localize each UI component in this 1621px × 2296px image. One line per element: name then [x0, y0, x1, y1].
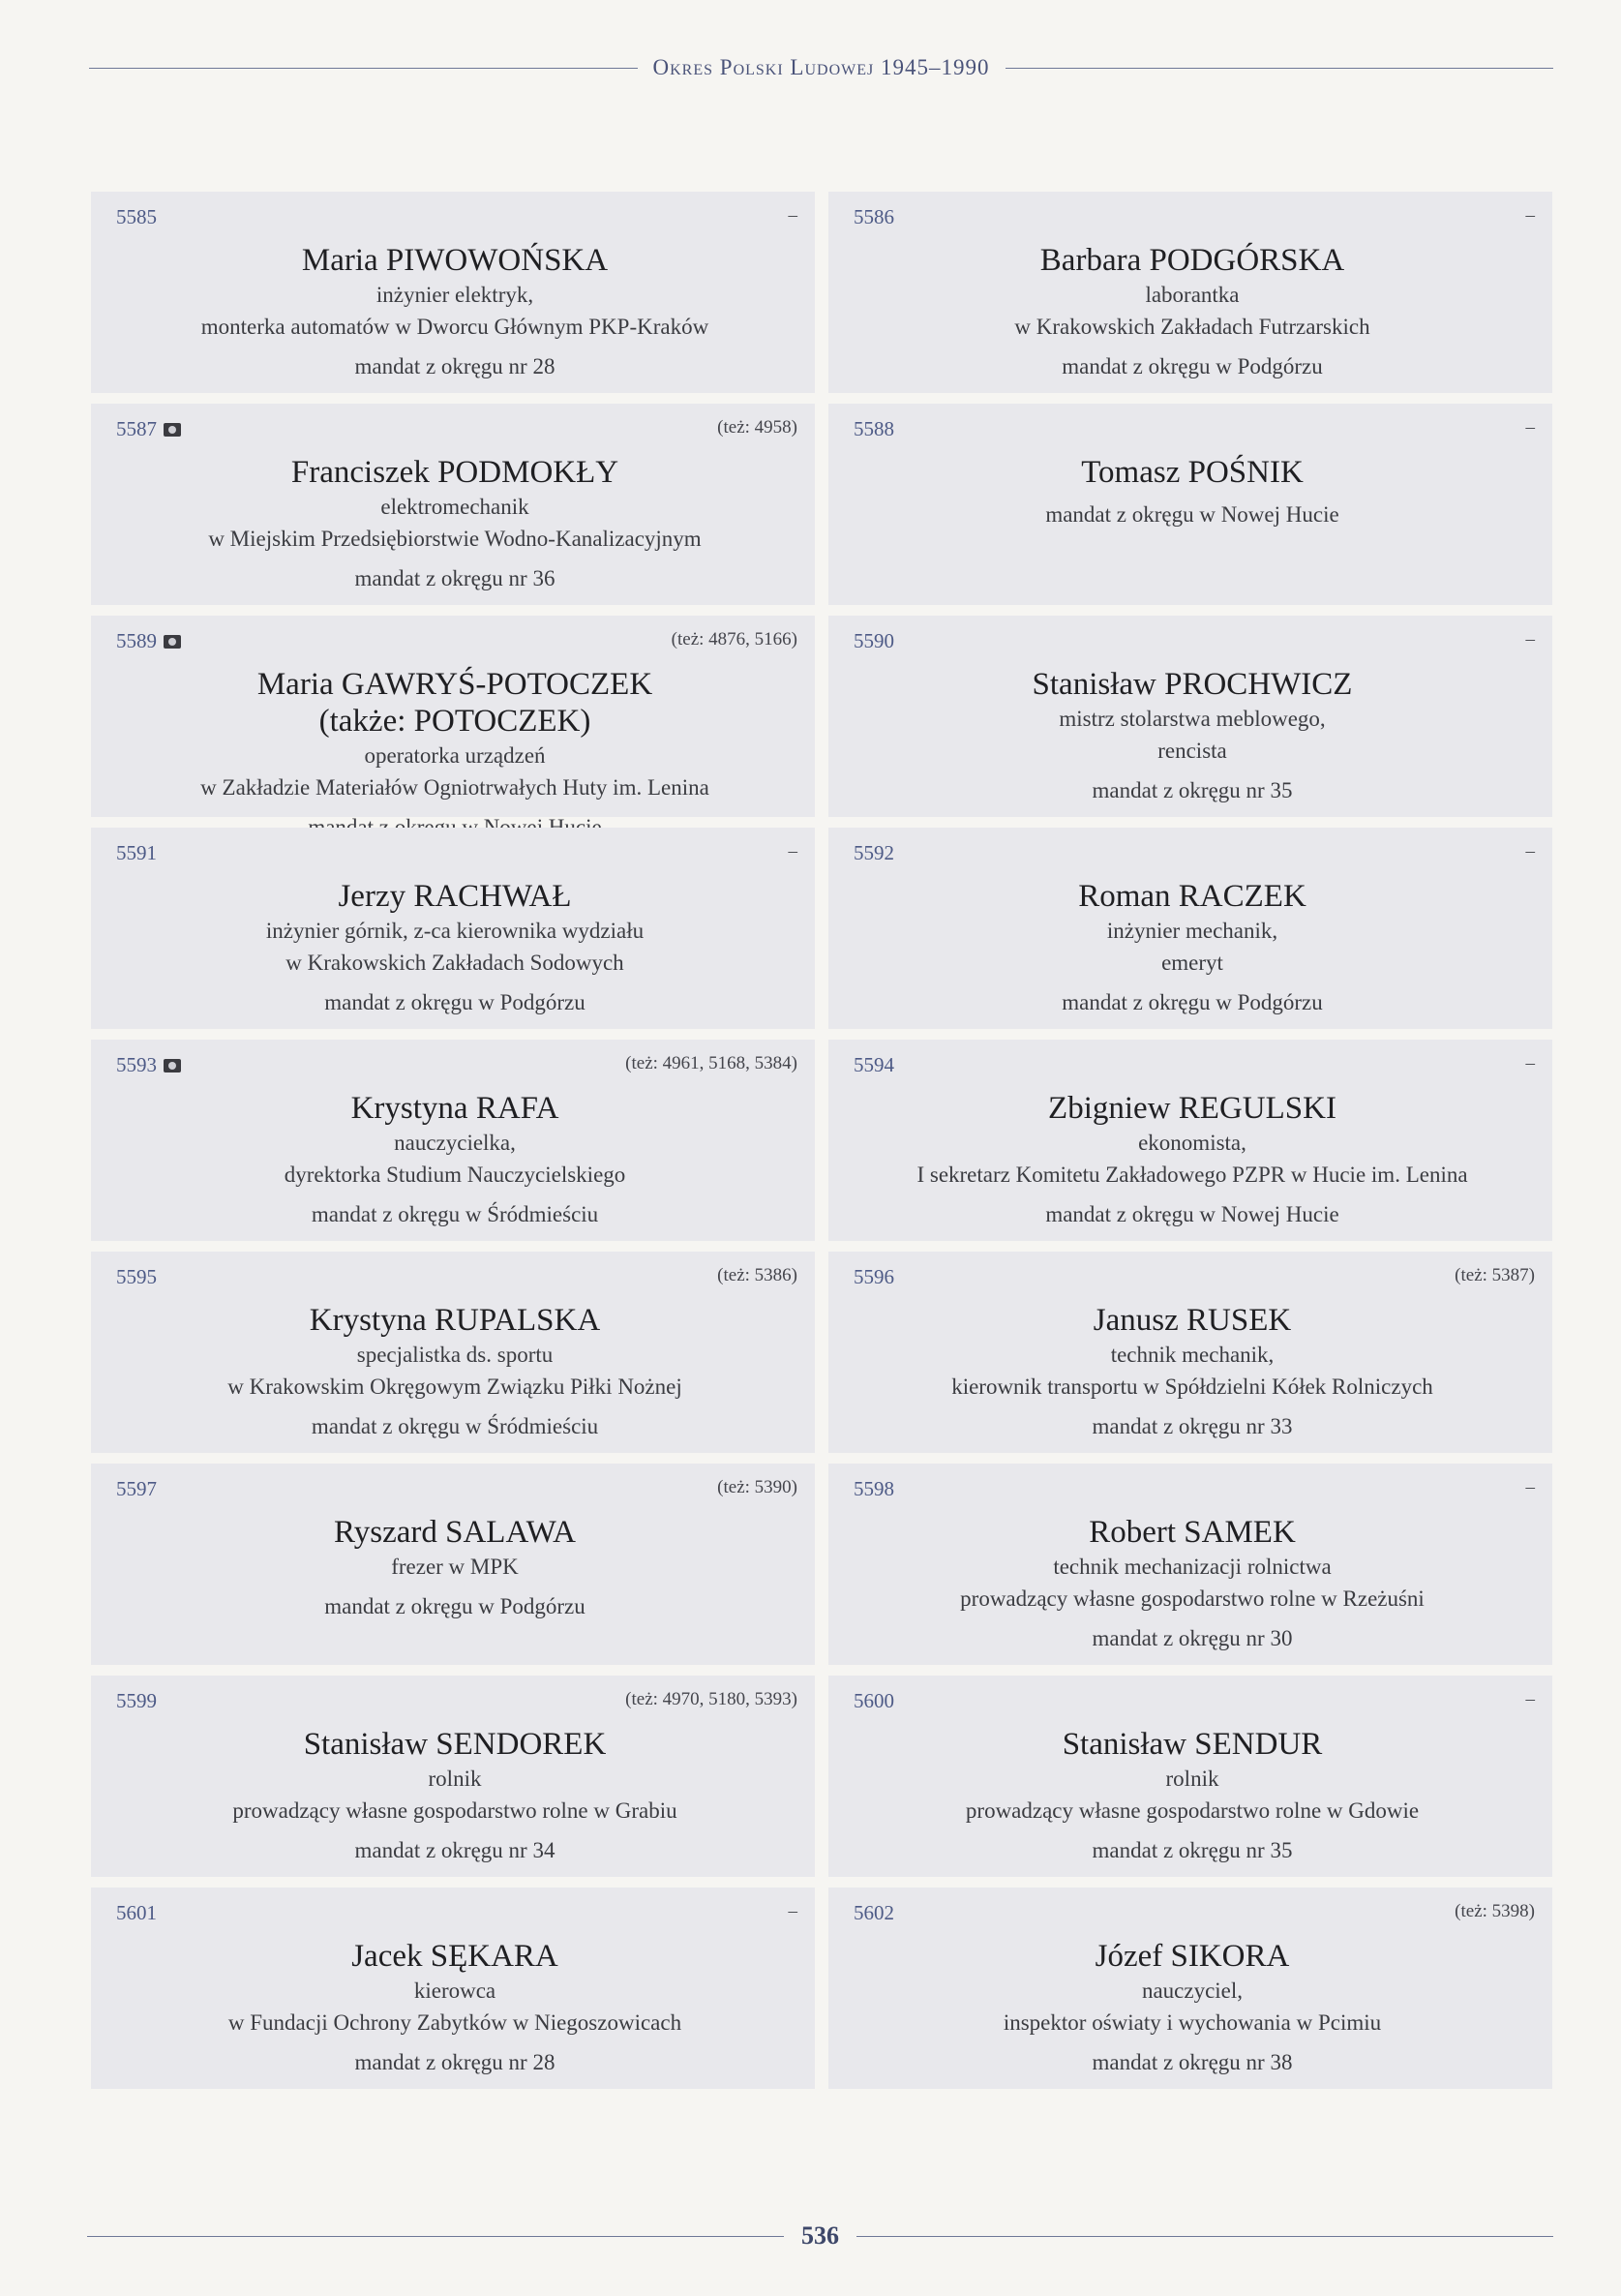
entry-mandate: mandat z okręgu w Podgórzu [324, 1594, 585, 1618]
entry-card [828, 828, 1552, 1029]
entry-name: Stanisław SENDUR [1062, 1727, 1323, 1762]
entry-body [854, 878, 1531, 1018]
entry-description-line: monterka automatów w Dworcu Głównym PKP-Kraków [200, 315, 709, 339]
entry-description-line: specjalistka ds. sportu [356, 1343, 554, 1367]
entry-number-text: 5599 [116, 1689, 157, 1712]
camera-icon [164, 423, 181, 437]
entry-body [116, 1514, 794, 1622]
entry-number [854, 1477, 894, 1501]
entry-cross-reference: (też: 5390) [717, 1477, 797, 1497]
page-number: 536 [801, 2221, 839, 2250]
entry-number-text: 5591 [116, 841, 157, 864]
entry-card [91, 616, 815, 817]
entry-mandate: mandat z okręgu w Nowej Hucie [1045, 502, 1339, 527]
entry-number-text: 5592 [854, 841, 894, 864]
entry-number-text: 5602 [854, 1901, 894, 1924]
entry-number-text: 5586 [854, 205, 894, 228]
entry-description-line: (także: POTOCZEK) [318, 704, 591, 739]
entry-card [828, 404, 1552, 605]
entry-cross-reference: – [1525, 1053, 1535, 1073]
entry-body [116, 454, 794, 594]
entry-number [854, 1689, 894, 1713]
entry-number [854, 417, 894, 441]
entry-card [828, 1040, 1552, 1241]
entry-cross-reference: (też: 4970, 5180, 5393) [625, 1689, 797, 1709]
entry-description-line: mistrz stolarstwa meblowego, [1059, 707, 1326, 731]
entry-number-text: 5594 [854, 1053, 894, 1076]
entry-mandate: mandat z okręgu w Śródmieściu [311, 1414, 599, 1438]
entry-number-text: 5588 [854, 417, 894, 440]
entry-body [854, 1302, 1531, 1442]
entry-number-text: 5598 [854, 1477, 894, 1500]
entry-number-text: 5587 [116, 417, 157, 440]
entry-card [828, 1252, 1552, 1453]
entry-description-line: operatorka urządzeń [364, 743, 546, 768]
entry-description-line: w Fundacji Ochrony Zabytków w Niegoszowicach [227, 2010, 682, 2035]
entry-description-line: w Krakowskich Zakładach Sodowych [285, 951, 624, 975]
entry-name: Barbara PODGÓRSKA [1039, 243, 1345, 278]
entry-name: Jacek SĘKARA [351, 1939, 558, 1974]
camera-icon [164, 1059, 181, 1072]
header-rule-right [1006, 68, 1554, 69]
entry-description-line: prowadzący własne gospodarstwo rolne w Grabiu [232, 1798, 677, 1823]
entry-number [854, 1265, 894, 1289]
entry-mandate: mandat z okręgu nr 30 [1092, 1626, 1293, 1650]
entry-number-text: 5600 [854, 1689, 894, 1712]
entry-name: Stanisław PROCHWICZ [1032, 667, 1353, 702]
entry-card [828, 1464, 1552, 1665]
entry-name: Jerzy RACHWAŁ [338, 879, 572, 914]
entry-name: Janusz RUSEK [1093, 1303, 1292, 1338]
entry-number-text: 5595 [116, 1265, 157, 1288]
entry-card [91, 1888, 815, 2089]
header-rule-left [89, 68, 638, 69]
entry-mandate: mandat z okręgu w Śródmieściu [311, 1202, 599, 1226]
entry-description-line: kierownik transportu w Spółdzielni Kółek Rolniczych [951, 1375, 1433, 1399]
entry-name: Tomasz POŚNIK [1081, 455, 1304, 490]
entry-mandate: mandat z okręgu nr 36 [354, 566, 555, 590]
page-footer [87, 2213, 1553, 2259]
footer-rule-right [856, 2236, 1553, 2237]
entry-cross-reference: (też: 4876, 5166) [671, 629, 797, 650]
entry-mandate: mandat z okręgu nr 38 [1092, 2050, 1293, 2074]
entry-card [91, 192, 815, 393]
entry-number [116, 205, 157, 229]
entry-body [854, 454, 1531, 530]
entry-description-line: rolnik [428, 1767, 482, 1791]
entry-name: Maria GAWRYŚ-POTOCZEK [256, 667, 653, 702]
entry-number [116, 1265, 157, 1289]
entry-description-line: rolnik [1165, 1767, 1219, 1791]
entry-mandate: mandat z okręgu nr 34 [354, 1838, 555, 1862]
entry-description-line: inspektor oświaty i wychowania w Pcimiu [1003, 2010, 1382, 2035]
entry-name: Franciszek PODMOKŁY [290, 455, 619, 490]
entry-card [91, 1676, 815, 1877]
entry-number-text: 5601 [116, 1901, 157, 1924]
entry-number-text: 5590 [854, 629, 894, 652]
entry-number [116, 841, 157, 865]
entry-mandate: mandat z okręgu nr 33 [1092, 1414, 1293, 1438]
entry-name: Krystyna RAFA [350, 1091, 559, 1126]
entry-card [828, 1888, 1552, 2089]
entry-name: Robert SAMEK [1089, 1515, 1296, 1550]
entry-number [116, 417, 181, 441]
entry-number [854, 205, 894, 229]
entry-cross-reference: (też: 5386) [717, 1265, 797, 1285]
entry-name: Maria PIWOWOŃSKA [301, 243, 609, 278]
entry-description-line: inżynier mechanik, [1106, 919, 1278, 943]
entry-description-line: w Krakowskich Zakładach Futrzarskich [1014, 315, 1370, 339]
entry-description-line: inżynier elektryk, [375, 283, 534, 307]
entry-number-text: 5589 [116, 629, 157, 652]
entry-description-line: w Miejskim Przedsiębiorstwie Wodno-Kanalizacyjnym [208, 527, 702, 551]
entry-description-line: inżynier górnik, z-ca kierownika wydziału [265, 919, 645, 943]
entry-cross-reference: – [788, 1901, 797, 1921]
entry-cross-reference: (też: 4961, 5168, 5384) [625, 1053, 797, 1073]
entry-number [116, 1689, 157, 1713]
entry-cross-reference: (też: 5387) [1455, 1265, 1535, 1285]
entry-card [91, 1464, 815, 1665]
entry-cross-reference: – [1525, 1477, 1535, 1497]
entry-description-line: emeryt [1161, 951, 1223, 975]
entry-number [854, 1053, 894, 1077]
entry-name: Krystyna RUPALSKA [309, 1303, 601, 1338]
entry-number [116, 629, 181, 653]
entry-number [116, 1901, 157, 1925]
entry-number-text: 5585 [116, 205, 157, 228]
entry-number [854, 841, 894, 865]
camera-icon [164, 635, 181, 649]
entry-number-text: 5596 [854, 1265, 894, 1288]
entry-number-text: 5593 [116, 1053, 157, 1076]
entry-cross-reference: – [788, 205, 797, 226]
entry-name: Józef SIKORA [1095, 1939, 1290, 1974]
entry-body [854, 242, 1531, 382]
entry-description-line: nauczyciel, [1141, 1979, 1244, 2003]
entry-description-line: prowadzący własne gospodarstwo rolne w Gdowie [965, 1798, 1420, 1823]
entry-mandate: mandat z okręgu w Podgórzu [1062, 354, 1323, 378]
entry-cross-reference: – [1525, 629, 1535, 650]
entry-number-text: 5597 [116, 1477, 157, 1500]
entry-description-line: technik mechanik, [1110, 1343, 1275, 1367]
running-head-title: Okres Polski Ludowej 1945–1990 [652, 55, 990, 79]
entry-card [91, 404, 815, 605]
entry-number [854, 629, 894, 653]
entry-description-line: laborantka [1145, 283, 1240, 307]
entry-body [854, 1090, 1531, 1230]
entry-card [828, 616, 1552, 817]
entry-number [116, 1053, 181, 1077]
entry-description-line: w Krakowskim Okręgowym Związku Piłki Nożnej [227, 1375, 682, 1399]
entry-description-line: prowadzący własne gospodarstwo rolne w Rzeżuśni [960, 1586, 1425, 1611]
entry-cross-reference: – [1525, 417, 1535, 438]
entry-card [828, 1676, 1552, 1877]
entry-mandate: mandat z okręgu nr 28 [354, 2050, 555, 2074]
entry-name: Zbigniew REGULSKI [1048, 1091, 1336, 1126]
entry-description-line: kierowca [413, 1979, 496, 2003]
entry-mandate: mandat z okręgu w Podgórzu [324, 990, 585, 1014]
entry-description-line: elektromechanik [380, 495, 529, 519]
entry-description-line: w Zakładzie Materiałów Ogniotrwałych Huty im. Lenina [200, 775, 709, 800]
entry-body [116, 1726, 794, 1866]
entry-description-line: nauczycielka, [394, 1131, 516, 1155]
entry-body [116, 666, 794, 843]
entry-mandate: mandat z okręgu nr 28 [354, 354, 555, 378]
entry-name: Stanisław SENDOREK [303, 1727, 607, 1762]
entry-description-line: rencista [1157, 739, 1227, 763]
entry-body [116, 1938, 794, 2078]
entry-cross-reference: – [1525, 841, 1535, 861]
running-head [89, 50, 1553, 85]
entry-body [854, 1514, 1531, 1654]
entry-number [116, 1477, 157, 1501]
entry-body [854, 666, 1531, 806]
entry-description-line: technik mechanizacji rolnictwa [1053, 1555, 1332, 1579]
entry-mandate: mandat z okręgu w Podgórzu [1062, 990, 1323, 1014]
entry-name: Roman RACZEK [1078, 879, 1306, 914]
entry-card [91, 828, 815, 1029]
entry-card [91, 1252, 815, 1453]
entry-mandate: mandat z okręgu w Nowej Hucie [1045, 1202, 1339, 1226]
entry-description-line: ekonomista, [1138, 1131, 1246, 1155]
entry-body [854, 1726, 1531, 1866]
entry-body [116, 1090, 794, 1230]
entry-body [116, 242, 794, 382]
entry-description-line: I sekretarz Komitetu Zakładowego PZPR w Hucie im. Lenina [916, 1163, 1468, 1187]
entry-description-line: frezer w MPK [391, 1555, 519, 1579]
entry-mandate: mandat z okręgu nr 35 [1092, 778, 1293, 802]
entry-cross-reference: – [788, 841, 797, 861]
entry-number [854, 1901, 894, 1925]
entry-description-line: dyrektorka Studium Nauczycielskiego [284, 1163, 626, 1187]
entry-cross-reference: (też: 4958) [717, 417, 797, 438]
entry-name: Ryszard SALAWA [334, 1515, 576, 1550]
entry-card [91, 1040, 815, 1241]
entry-cross-reference: (też: 5398) [1455, 1901, 1535, 1921]
entry-cross-reference: – [1525, 1689, 1535, 1709]
footer-rule-left [87, 2236, 784, 2237]
entry-body [854, 1938, 1531, 2078]
entry-body [116, 1302, 794, 1442]
entries-grid [91, 192, 1552, 2089]
entry-card [828, 192, 1552, 393]
entry-body [116, 878, 794, 1018]
entry-cross-reference: – [1525, 205, 1535, 226]
entry-mandate: mandat z okręgu nr 35 [1092, 1838, 1293, 1862]
